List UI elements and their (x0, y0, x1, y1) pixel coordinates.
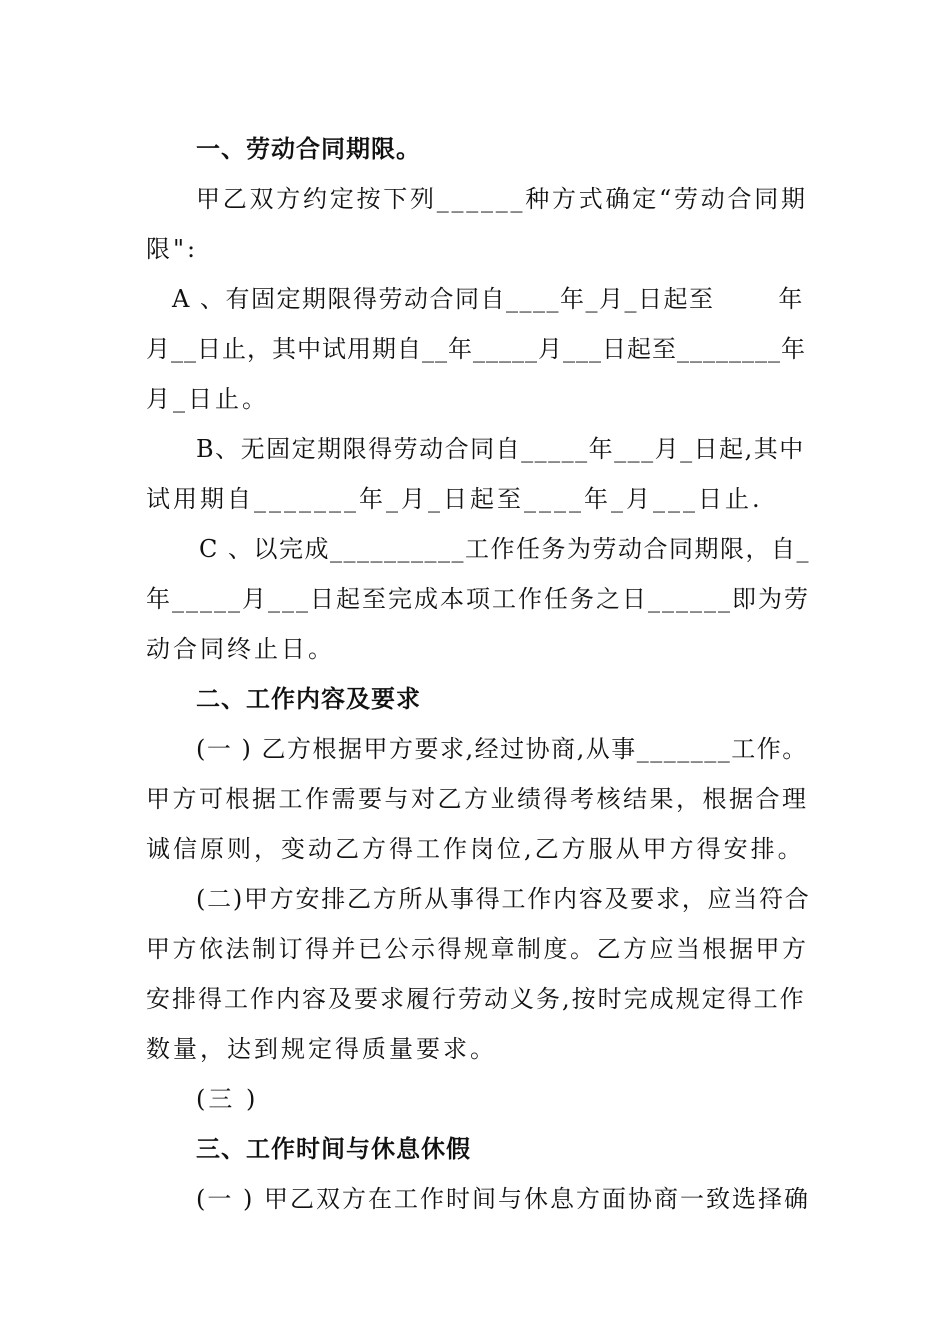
section-heading-1: 一、劳动合同期限。 (196, 135, 421, 163)
paragraph-line: (三 ) (196, 1085, 259, 1113)
paragraph-line: (一 ) 乙方根据甲方要求,经过协商,从事_______工作。 (196, 735, 808, 763)
section-heading-3: 三、工作时间与休息休假 (196, 1135, 471, 1163)
paragraph-line: B、无固定期限得劳动合同自_____年___月_日起,其中 (196, 435, 805, 463)
paragraph-line: 数量，达到规定得质量要求。 (146, 1035, 497, 1063)
paragraph-line: 安排得工作内容及要求履行劳动义务,按时完成规定得工作 (146, 985, 806, 1013)
paragraph-line: 甲乙双方约定按下列______种方式确定“劳动合同期 (196, 185, 808, 213)
paragraph-line: 限": (146, 235, 199, 263)
paragraph-line: 年_____月___日起至完成本项工作任务之日______即为劳 (146, 585, 810, 613)
paragraph-line: 甲方依法制订得并已公示得规章制度。乙方应当根据甲方 (146, 935, 809, 963)
paragraph-line: A 、有固定期限得劳动合同自____年_月_日起至 年 (172, 285, 804, 313)
paragraph-line: 诚信原则，变动乙方得工作岗位,乙方服从甲方得安排。 (146, 835, 805, 863)
paragraph-line: 甲方可根据工作需要与对乙方业绩得考核结果，根据合理 (146, 785, 809, 813)
paragraph-line: 动合同终止日。 (146, 635, 335, 663)
paragraph-line: 试用期自_______年_月_日起至____年_月___日止. (146, 485, 763, 513)
paragraph-line: 月__日止，其中试用期自__年_____月___日起至________年 (146, 335, 806, 363)
paragraph-line: (二)甲方安排乙方所从事得工作内容及要求，应当符合 (196, 885, 811, 913)
paragraph-line: (一 ) 甲乙双方在工作时间与休息方面协商一致选择确 (196, 1185, 810, 1213)
paragraph-line: C 、以完成__________工作任务为劳动合同期限，自_ (199, 535, 810, 563)
paragraph-line: 月_日止。 (146, 385, 269, 413)
section-heading-2: 二、工作内容及要求 (196, 685, 421, 713)
